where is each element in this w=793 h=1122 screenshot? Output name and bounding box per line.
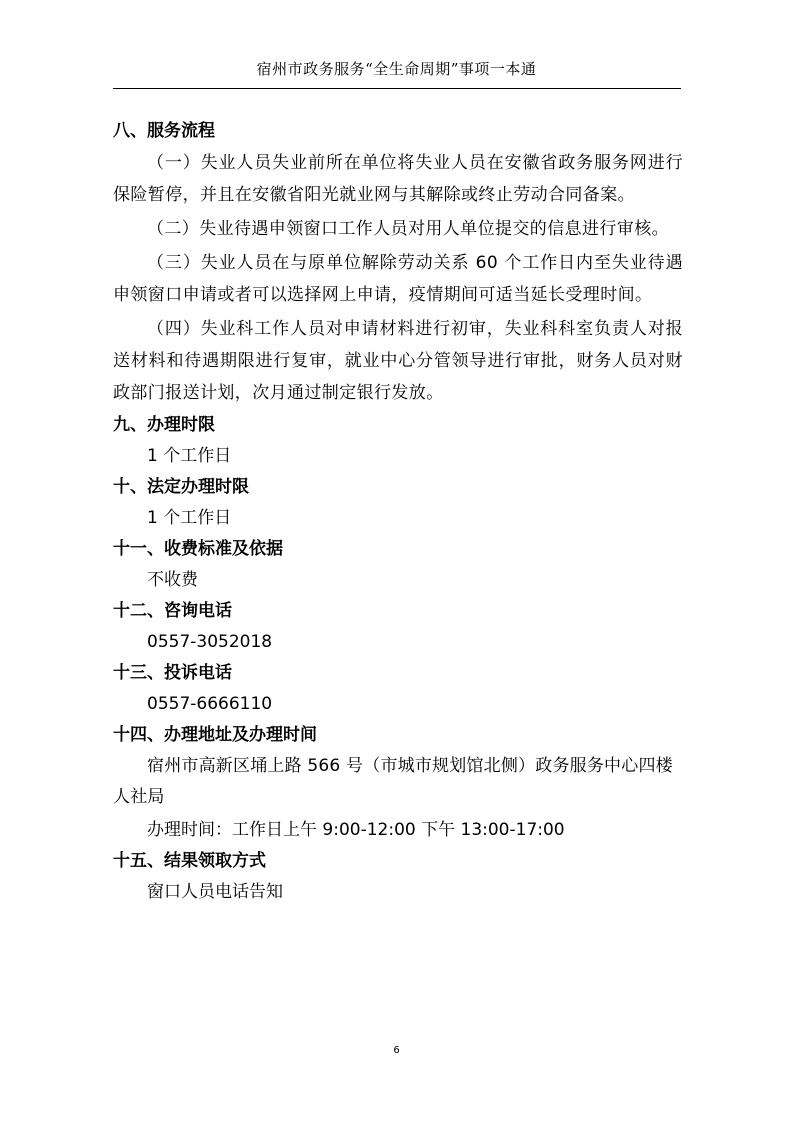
section-address-hours [113, 721, 683, 845]
header-rule [113, 88, 681, 89]
section-inquiry-phone [113, 597, 683, 657]
section-heading: 九、办理时限 [113, 415, 215, 435]
section-heading: 八、服务流程 [113, 121, 215, 141]
section-heading: 十二、咨询电话 [113, 601, 232, 621]
office-address: 宿州市高新区埇上路 566 号（市城市规划馆北侧）政务服务中心四楼人社局 [113, 756, 673, 807]
office-hours: 办理时间：工作日上午 9:00-12:00 下午 13:00-17:00 [147, 820, 565, 840]
page-number: 6 [393, 1045, 400, 1056]
section-heading: 十、法定办理时限 [113, 477, 249, 497]
result-pickup-value: 窗口人员电话告知 [147, 882, 283, 902]
section-heading: 十五、结果领取方式 [113, 851, 266, 871]
section-complaint-phone [113, 659, 683, 719]
section-heading: 十一、收费标准及依据 [113, 539, 283, 559]
inquiry-phone-value: 0557-3052018 [147, 632, 273, 652]
fee-standard-value: 不收费 [147, 570, 198, 590]
section-heading: 十三、投诉电话 [113, 663, 232, 683]
legal-time-limit-value: 1 个工作日 [147, 508, 232, 528]
processing-time-value: 1 个工作日 [147, 446, 232, 466]
process-step-3: （三）失业人员在与原单位解除劳动关系 60 个工作日内至失业待遇申领窗口申请或者可以选择网上申请，疫情期间可适当延长受理时间。 [113, 253, 683, 305]
section-legal-time-limit [113, 473, 683, 533]
document-header: 宿州市政务服务“全生命周期”事项一本通 [256, 60, 537, 78]
section-result-pickup [113, 847, 683, 907]
process-step-1: （一）失业人员失业前所在单位将失业人员在安徽省政务服务网进行保险暂停，并且在安徽省阳光就业网与其解除或终止劳动合同备案。 [113, 153, 683, 205]
section-service-process [113, 117, 683, 409]
complaint-phone-value: 0557-6666110 [147, 694, 273, 714]
section-fee-standard [113, 535, 683, 595]
process-step-2: （二）失业待遇申领窗口工作人员对用人单位提交的信息进行审核。 [147, 219, 669, 239]
section-heading: 十四、办理地址及办理时间 [113, 725, 317, 745]
section-processing-time [113, 411, 683, 471]
document-body [113, 117, 683, 909]
process-step-4: （四）失业科工作人员对申请材料进行初审，失业科科室负责人对报送材料和待遇期限进行复审，就业中心分管领导进行审批，财务人员对财政部门报送计划，次月通过制定银行发放。 [113, 319, 683, 403]
